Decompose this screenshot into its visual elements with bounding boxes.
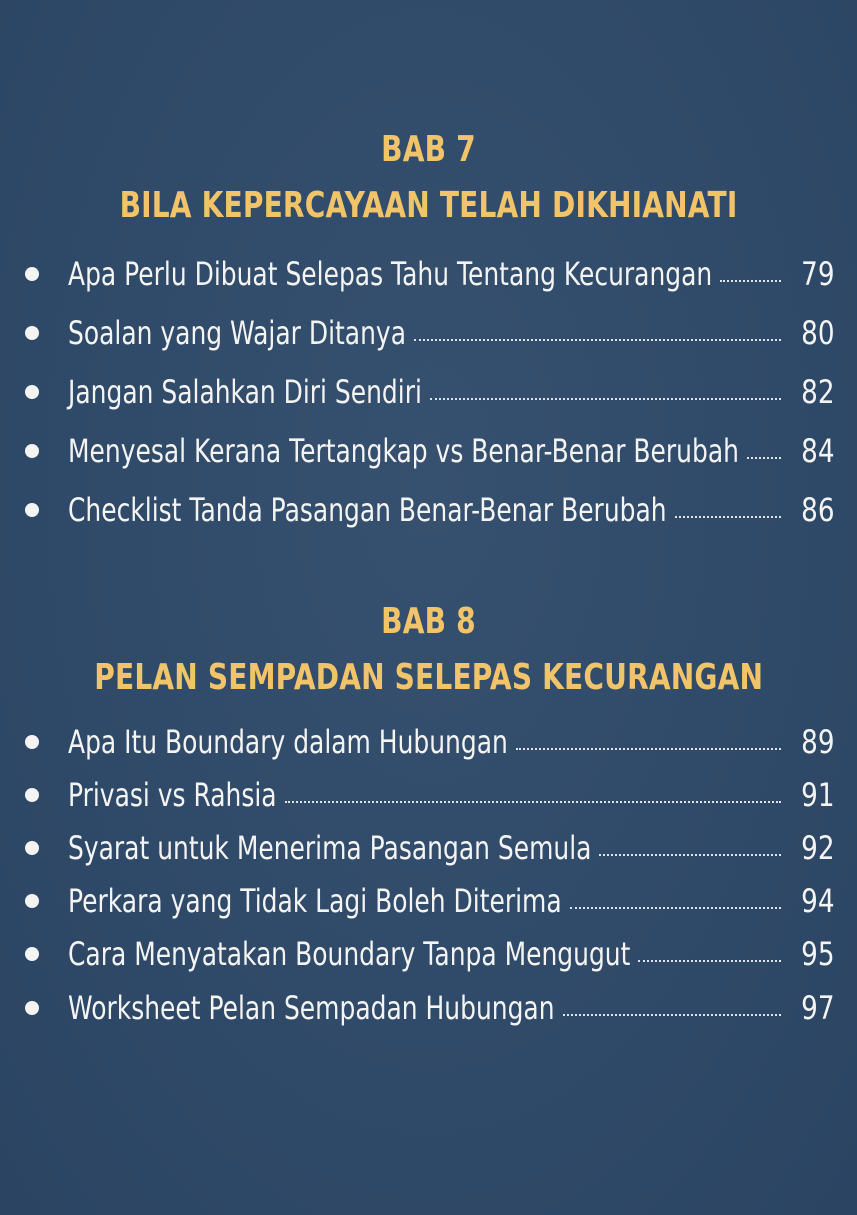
dot-leader bbox=[414, 339, 781, 341]
toc-entry[interactable] bbox=[0, 768, 857, 821]
toc-entry-page: 82 bbox=[801, 372, 835, 411]
dot-leader bbox=[599, 854, 781, 856]
chapter-7 bbox=[0, 128, 857, 539]
toc-entry-title: Cara Menyatakan Boundary Tanpa Mengugut bbox=[68, 935, 631, 974]
dot-leader bbox=[675, 516, 781, 518]
bullet-icon bbox=[25, 788, 39, 802]
bullet-icon bbox=[25, 326, 39, 340]
toc-entry-page: 97 bbox=[801, 988, 835, 1027]
toc-entry[interactable] bbox=[0, 981, 857, 1034]
chapter-title: PELAN SEMPADAN SELEPAS KECURANGAN bbox=[94, 657, 764, 698]
toc-entry[interactable] bbox=[0, 821, 857, 874]
dot-leader bbox=[638, 960, 781, 962]
toc-list bbox=[0, 244, 857, 539]
bullet-icon bbox=[25, 385, 39, 399]
bullet-icon bbox=[25, 1001, 39, 1015]
toc-entry-line bbox=[68, 928, 835, 981]
toc-entry-title: Worksheet Pelan Sempadan Hubungan bbox=[68, 988, 555, 1027]
toc-entry-title: Menyesal Kerana Tertangkap vs Benar-Benar Berubah bbox=[68, 431, 739, 470]
toc-entry-line bbox=[68, 875, 835, 928]
bullet-icon bbox=[25, 267, 39, 281]
toc-entry-line bbox=[68, 244, 835, 303]
toc-entry-title: Perkara yang Tidak Lagi Boleh Diterima bbox=[68, 882, 562, 921]
bullet-icon bbox=[25, 841, 39, 855]
toc-entry-page: 89 bbox=[801, 722, 835, 761]
toc-entry-line bbox=[68, 821, 835, 874]
toc-entry[interactable] bbox=[0, 362, 857, 421]
toc-entry[interactable] bbox=[0, 421, 857, 480]
toc-entry-page: 91 bbox=[801, 775, 835, 814]
toc-entry-line bbox=[68, 981, 835, 1034]
chapter-title: BILA KEPERCAYAAN TELAH DIKHIANATI bbox=[119, 185, 738, 226]
toc-entry-line bbox=[68, 303, 835, 362]
bullet-icon bbox=[25, 444, 39, 458]
chapter-number: BAB 8 bbox=[381, 601, 476, 642]
toc-entry-line bbox=[68, 362, 835, 421]
bullet-icon bbox=[25, 947, 39, 961]
toc-entry[interactable] bbox=[0, 715, 857, 768]
dot-leader bbox=[570, 907, 781, 909]
toc-entry-page: 86 bbox=[801, 490, 835, 529]
toc-entry-line bbox=[68, 480, 835, 539]
toc-entry-page: 95 bbox=[801, 935, 835, 974]
dot-leader bbox=[285, 801, 781, 803]
toc-entry-title: Apa Itu Boundary dalam Hubungan bbox=[68, 722, 508, 761]
bullet-icon bbox=[25, 503, 39, 517]
toc-entry[interactable] bbox=[0, 244, 857, 303]
toc-entry[interactable] bbox=[0, 303, 857, 362]
dot-leader bbox=[747, 457, 781, 459]
toc-list bbox=[0, 715, 857, 1034]
toc-entry-title: Syarat untuk Menerima Pasangan Semula bbox=[68, 828, 592, 867]
bullet-icon bbox=[25, 735, 39, 749]
toc-entry-title: Soalan yang Wajar Ditanya bbox=[68, 313, 406, 352]
toc-entry-line bbox=[68, 768, 835, 821]
toc-entry[interactable] bbox=[0, 875, 857, 928]
toc-entry-title: Privasi vs Rahsia bbox=[68, 775, 277, 814]
toc-entry-line bbox=[68, 421, 835, 480]
toc-entry-title: Checklist Tanda Pasangan Benar-Benar Berubah bbox=[68, 490, 667, 529]
toc-entry-page: 79 bbox=[801, 254, 835, 293]
toc-entry-page: 94 bbox=[801, 882, 835, 921]
toc-entry-page: 92 bbox=[801, 828, 835, 867]
dot-leader bbox=[430, 398, 781, 400]
toc-entry-line bbox=[68, 715, 835, 768]
chapter-8 bbox=[0, 600, 857, 1034]
toc-entry-page: 84 bbox=[801, 431, 835, 470]
dot-leader bbox=[720, 280, 781, 282]
toc-entry[interactable] bbox=[0, 928, 857, 981]
toc-entry[interactable] bbox=[0, 480, 857, 539]
toc-entry-title: Apa Perlu Dibuat Selepas Tahu Tentang Kecurangan bbox=[68, 254, 713, 293]
bullet-icon bbox=[25, 894, 39, 908]
dot-leader bbox=[516, 748, 781, 750]
toc-entry-title: Jangan Salahkan Diri Sendiri bbox=[68, 372, 422, 411]
toc-entry-page: 80 bbox=[801, 313, 835, 352]
dot-leader bbox=[563, 1014, 781, 1016]
chapter-number: BAB 7 bbox=[381, 129, 476, 170]
